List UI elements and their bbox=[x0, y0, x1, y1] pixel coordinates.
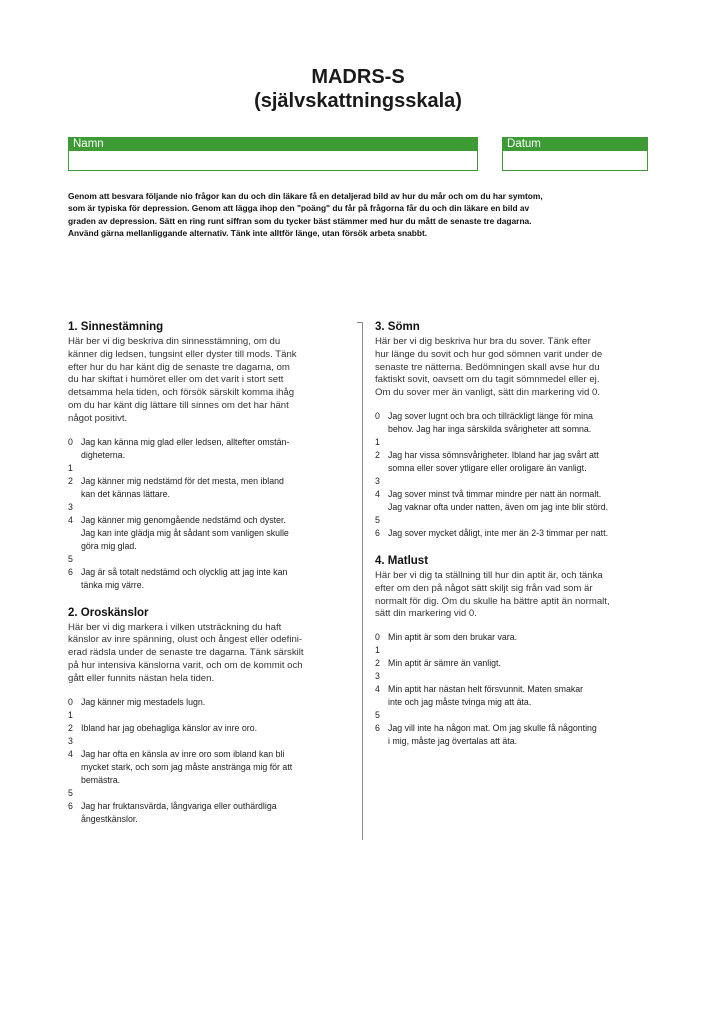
option-text bbox=[81, 800, 350, 826]
description-line: Här ber vi dig ta ställning till hur din aptit är, och tänka bbox=[375, 569, 603, 581]
option-text bbox=[388, 514, 653, 527]
question-section bbox=[68, 320, 350, 592]
option-line: Ibland har jag obehagliga känslor av inre oro. bbox=[81, 722, 258, 733]
option-number[interactable]: 6 bbox=[375, 723, 380, 734]
question-description bbox=[68, 622, 350, 686]
option-number[interactable]: 1 bbox=[375, 436, 380, 447]
answer-option[interactable] bbox=[68, 696, 350, 709]
answer-option[interactable] bbox=[68, 436, 350, 462]
answer-option[interactable] bbox=[375, 670, 653, 683]
answer-option[interactable] bbox=[375, 410, 653, 436]
option-number[interactable]: 2 bbox=[375, 658, 380, 669]
option-line: Jag känner mig nedstämd för det mesta, men ibland bbox=[81, 475, 284, 486]
description-line: Om du sover mer än vanligt, sätt din markering vid 0. bbox=[375, 387, 601, 399]
answer-option[interactable] bbox=[375, 644, 653, 657]
option-line: inte och jag måste tvinga mig att äta. bbox=[388, 697, 532, 708]
option-text bbox=[81, 514, 350, 553]
intro-line: som är typiska för depression. Genom att lägga ihop den "poäng" du får på frågorna får du och din läkare en bild av bbox=[68, 203, 530, 214]
intro-line: graden av depression. Sätt en ring runt siffran som du tycker bäst stämmer med hur du mått de senaste tre dagarna. bbox=[68, 215, 532, 226]
answer-option[interactable] bbox=[68, 475, 350, 501]
page-title: MADRS-S bbox=[311, 66, 405, 88]
option-line: Min aptit har nästan helt försvunnit. Maten smakar bbox=[388, 684, 584, 695]
answer-option[interactable] bbox=[375, 631, 653, 644]
option-text bbox=[388, 449, 653, 475]
option-number[interactable]: 4 bbox=[68, 514, 73, 525]
option-number[interactable]: 0 bbox=[68, 436, 73, 447]
answer-option[interactable] bbox=[68, 748, 350, 787]
option-line: Jag kan känna mig glad eller ledsen, alltefter omstän- bbox=[81, 436, 290, 447]
description-line: Här ber vi dig markera i vilken utsträckning du haft bbox=[68, 621, 282, 633]
option-line: Jag har vissa sömnsvårigheter. Ibland har jag svårt att bbox=[388, 449, 599, 460]
option-number[interactable]: 5 bbox=[375, 710, 380, 721]
option-line: behov. Jag har inga särskilda svårigheter att somna. bbox=[388, 423, 592, 434]
option-number[interactable]: 2 bbox=[68, 475, 73, 486]
option-text bbox=[81, 722, 350, 735]
description-line: efter om den på något sätt skiljt sig från vad som är bbox=[375, 582, 593, 594]
option-number[interactable]: 4 bbox=[375, 488, 380, 499]
answer-option[interactable] bbox=[68, 462, 350, 475]
description-line: faktiskt sovit, oavsett om du tagit sömnmedel eller ej. bbox=[375, 374, 600, 386]
description-line: normalt för dig. Om du skulle ha bättre aptit än normalt, bbox=[375, 595, 610, 607]
description-line: efter hur du har känt dig de senaste tre dagarna, om bbox=[68, 361, 290, 373]
answer-option[interactable] bbox=[68, 514, 350, 553]
option-line: Jag är så totalt nedstämd och olycklig att jag inte kan bbox=[81, 566, 288, 577]
option-text bbox=[388, 410, 653, 436]
column-divider bbox=[362, 322, 363, 840]
option-text bbox=[388, 683, 653, 709]
description-line: gått eller funnits nästan hela tiden. bbox=[68, 672, 215, 684]
answer-option[interactable] bbox=[68, 787, 350, 800]
option-text bbox=[81, 735, 350, 748]
answer-option[interactable] bbox=[375, 475, 653, 488]
name-label: Namn bbox=[68, 137, 478, 151]
option-text bbox=[388, 644, 653, 657]
option-text bbox=[81, 462, 350, 475]
description-line: detsamma hela tiden, och försök särskilt komma ihåg bbox=[68, 387, 295, 399]
answer-option[interactable] bbox=[375, 436, 653, 449]
intro-text bbox=[68, 190, 648, 240]
answer-option[interactable] bbox=[375, 657, 653, 670]
column-divider-tick bbox=[357, 322, 362, 323]
description-line: något positivt. bbox=[68, 412, 128, 424]
name-field[interactable] bbox=[68, 151, 478, 171]
description-line: hur länge du sovit och hur god sömnen varit under de bbox=[375, 348, 603, 360]
option-number[interactable]: 1 bbox=[375, 645, 380, 656]
answer-option[interactable] bbox=[375, 514, 653, 527]
option-line: kan det kännas lättare. bbox=[81, 488, 171, 499]
option-text bbox=[81, 748, 350, 787]
answer-option[interactable] bbox=[68, 501, 350, 514]
option-number[interactable]: 4 bbox=[375, 684, 380, 695]
answer-option[interactable] bbox=[375, 449, 653, 475]
option-number[interactable]: 3 bbox=[375, 671, 380, 682]
option-number[interactable]: 6 bbox=[68, 800, 73, 811]
option-text bbox=[388, 722, 653, 748]
question-section bbox=[68, 606, 350, 826]
option-line: Jag kan inte glädja mig åt sådant som vanligen skulle bbox=[81, 527, 289, 538]
page-subtitle: (självskattningsskala) bbox=[254, 90, 462, 112]
option-text bbox=[388, 436, 653, 449]
option-number[interactable]: 6 bbox=[68, 566, 73, 577]
option-text bbox=[388, 475, 653, 488]
option-line: tänka mig värre. bbox=[81, 579, 145, 590]
option-line: ångestkänslor. bbox=[81, 813, 138, 824]
answer-option[interactable] bbox=[68, 800, 350, 826]
answer-option[interactable] bbox=[68, 709, 350, 722]
option-text bbox=[81, 709, 350, 722]
option-text bbox=[81, 787, 350, 800]
option-number[interactable]: 0 bbox=[375, 410, 380, 421]
answer-option[interactable] bbox=[68, 566, 350, 592]
option-text bbox=[81, 566, 350, 592]
option-text bbox=[81, 436, 350, 462]
description-line: om du har känt dig lättare till sinnes om det har hänt bbox=[68, 399, 289, 411]
answer-option[interactable] bbox=[375, 722, 653, 748]
description-line: Här ber vi dig beskriva hur bra du sover. Tänk efter bbox=[375, 336, 591, 347]
description-line: känslor av inre spänning, olust och ångest eller odefini- bbox=[68, 634, 303, 646]
description-line: senaste tre nätterna. Bedömningen skall avse hur du bbox=[375, 361, 600, 373]
option-line: Jag vaknar ofta under natten, även om jag inte blir störd. bbox=[388, 501, 609, 512]
option-number[interactable]: 2 bbox=[375, 449, 380, 460]
description-line: känner dig ledsen, tungsint eller dyster till mods. Tänk bbox=[68, 348, 297, 360]
date-label: Datum bbox=[502, 137, 648, 151]
date-field[interactable] bbox=[502, 151, 648, 171]
option-text bbox=[388, 488, 653, 514]
question-description bbox=[68, 336, 350, 426]
option-number[interactable]: 3 bbox=[375, 475, 380, 486]
option-line: Jag har fruktansvärda, långvariga eller outhärdliga bbox=[81, 800, 277, 811]
option-line: digheterna. bbox=[81, 449, 126, 460]
option-text bbox=[388, 670, 653, 683]
intro-line: Genom att besvara följande nio frågor kan du och din läkare få en detaljerad bild av hur du mår och om du har symtom, bbox=[68, 191, 543, 201]
option-text bbox=[81, 553, 350, 566]
intro-line: Använd gärna mellanliggande alternativ. Tänk inte alltför länge, utan försök arbeta snabbt. bbox=[68, 228, 428, 239]
option-line: Jag sover lugnt och bra och tillräckligt länge för mina bbox=[388, 410, 593, 421]
option-text bbox=[81, 696, 350, 709]
option-line: Jag känner mig genomgående nedstämd och dyster. bbox=[81, 514, 286, 525]
option-line: mycket stark, och som jag måste anstränga mig för att bbox=[81, 761, 293, 772]
description-line: Här ber vi dig beskriva din sinnesstämning, om du bbox=[68, 336, 281, 347]
option-number[interactable]: 5 bbox=[68, 553, 73, 564]
option-text bbox=[388, 631, 653, 644]
answer-option[interactable] bbox=[68, 722, 350, 735]
option-line: Min aptit är sämre än vanligt. bbox=[388, 658, 501, 669]
description-line: på hur intensiva känslorna varit, och om de kommit och bbox=[68, 659, 303, 671]
option-text bbox=[81, 501, 350, 514]
question-title: 2. Oroskänslor bbox=[68, 606, 149, 619]
description-line: du har skiftat i humöret eller om det varit i stort sett bbox=[68, 374, 284, 386]
option-text bbox=[388, 527, 653, 540]
option-number[interactable]: 4 bbox=[68, 748, 73, 759]
option-text bbox=[388, 657, 653, 670]
answer-option[interactable] bbox=[68, 735, 350, 748]
option-text bbox=[388, 709, 653, 722]
option-line: somna eller sover ytligare eller oroligare än vanligt. bbox=[388, 462, 587, 473]
option-number[interactable]: 5 bbox=[375, 514, 380, 525]
option-number[interactable]: 1 bbox=[68, 709, 73, 720]
answer-option[interactable] bbox=[68, 553, 350, 566]
question-title: 1. Sinnestämning bbox=[68, 321, 164, 333]
option-number[interactable]: 0 bbox=[375, 632, 380, 643]
question-section bbox=[375, 320, 653, 540]
option-line: i mig, måste jag övertalas att äta. bbox=[388, 736, 518, 747]
option-line: Jag har ofta en känsla av inre oro som ibland kan bli bbox=[81, 748, 285, 759]
option-number[interactable]: 1 bbox=[68, 462, 73, 473]
question-description bbox=[375, 336, 653, 400]
left-column bbox=[68, 320, 350, 840]
question-title: 3. Sömn bbox=[375, 321, 420, 333]
description-line: erad rädsla under de senaste tre dagarna. Tänk särskilt bbox=[68, 647, 304, 659]
description-line: sätt din markering vid 0. bbox=[375, 608, 477, 620]
option-line: Jag sover mycket dåligt, inte mer än 2-3 timmar per natt. bbox=[388, 527, 609, 538]
option-number[interactable]: 3 bbox=[68, 501, 73, 512]
answer-option[interactable] bbox=[375, 527, 653, 540]
option-line: Jag vill inte ha någon mat. Om jag skulle få någonting bbox=[388, 723, 597, 734]
answer-option[interactable] bbox=[375, 488, 653, 514]
answer-option[interactable] bbox=[375, 683, 653, 709]
question-title: 4. Matlust bbox=[375, 554, 429, 567]
option-line: Jag känner mig mestadels lugn. bbox=[81, 696, 206, 707]
option-number[interactable]: 6 bbox=[375, 527, 380, 538]
option-line: göra mig glad. bbox=[81, 540, 137, 551]
right-column bbox=[375, 320, 653, 762]
option-number[interactable]: 0 bbox=[68, 696, 73, 707]
option-number[interactable]: 5 bbox=[68, 787, 73, 798]
option-number[interactable]: 2 bbox=[68, 722, 73, 733]
option-line: Jag sover minst två timmar mindre per natt än normalt. bbox=[388, 488, 602, 499]
option-text bbox=[81, 475, 350, 501]
question-section bbox=[375, 554, 653, 748]
question-description bbox=[375, 570, 653, 621]
option-line: bemästra. bbox=[81, 774, 121, 785]
option-line: Min aptit är som den brukar vara. bbox=[388, 632, 518, 643]
option-number[interactable]: 3 bbox=[68, 735, 73, 746]
answer-option[interactable] bbox=[375, 709, 653, 722]
